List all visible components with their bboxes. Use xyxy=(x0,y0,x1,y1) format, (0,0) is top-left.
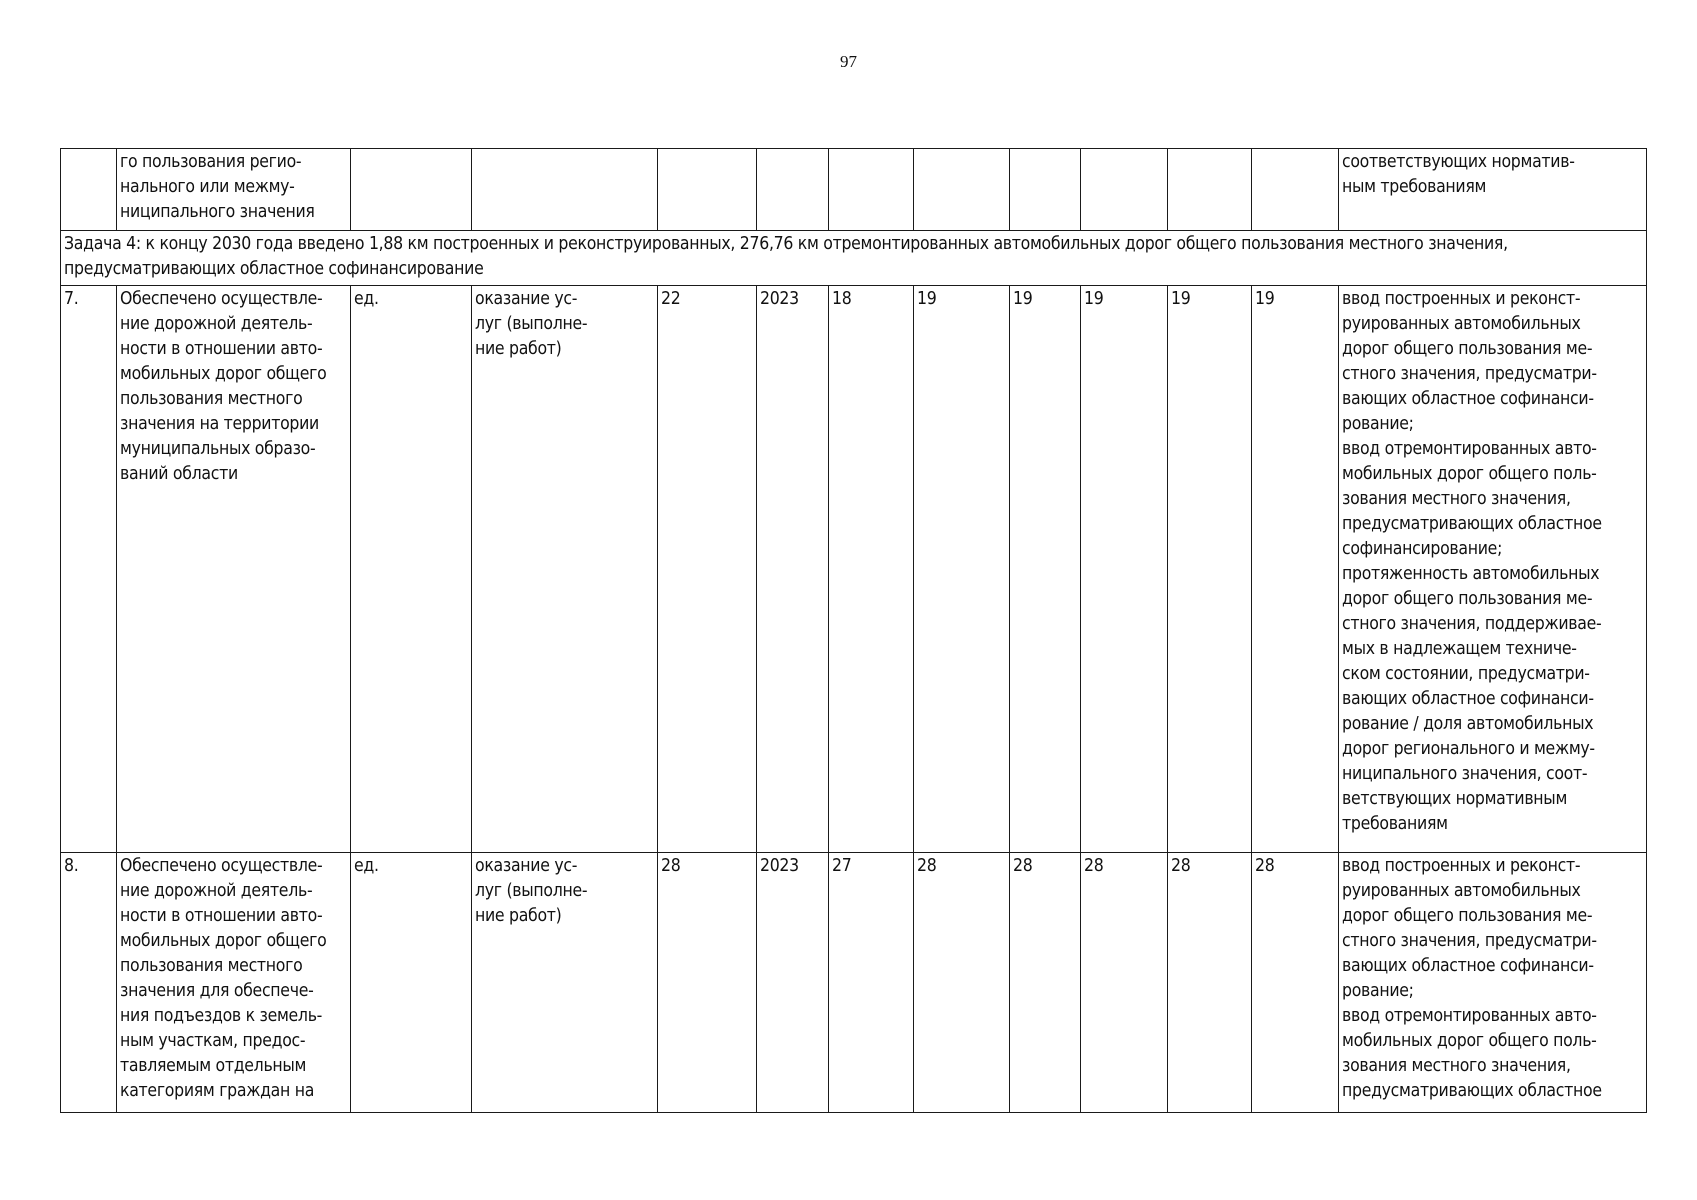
note-cell xyxy=(1339,149,1647,231)
note-line: дорог общего пользования ме- xyxy=(1342,339,1593,359)
type-line: оказание ус- xyxy=(475,856,578,876)
note-line: мых в надлежащем техниче- xyxy=(1342,639,1577,659)
task-heading: Задача 4: к концу 2030 года введено 1,88 км построенных и реконструированных, 276,76 км отремонтированных автомобильных дорог общего пользования местного значения, предусматривающих областное софинансирование xyxy=(61,231,1647,286)
note-line: предусматривающих областное xyxy=(1342,514,1602,534)
value-cell: 18 xyxy=(829,286,914,853)
indicators-table xyxy=(60,148,1647,1113)
note-line: ском состоянии, предусматри- xyxy=(1342,664,1590,684)
note-line: дорог общего пользования ме- xyxy=(1342,906,1593,926)
num-cell xyxy=(61,149,117,231)
name-line: Обеспечено осуществле- xyxy=(120,289,323,309)
unit-cell xyxy=(351,149,472,231)
type-line: луг (выполне- xyxy=(475,314,588,334)
note-line: ветствующих нормативным xyxy=(1342,789,1568,809)
note-line: рование / доля автомобильных xyxy=(1342,714,1594,734)
base-year-cell: 2023 xyxy=(757,286,829,853)
note-line: ввод построенных и реконст- xyxy=(1342,856,1581,876)
base-year-cell xyxy=(757,149,829,231)
note-line: вающих областное софинанси- xyxy=(1342,689,1594,709)
note-line: вающих областное софинанси- xyxy=(1342,389,1594,409)
type-cell xyxy=(472,149,658,231)
note-line: ным требованиям xyxy=(1342,177,1487,197)
value-cell xyxy=(914,149,1010,231)
note-line: рование; xyxy=(1342,414,1414,434)
name-line: мобильных дорог общего xyxy=(120,364,327,384)
note-line: руированных автомобильных xyxy=(1342,881,1581,901)
value-cell: 28 xyxy=(1010,853,1081,1113)
value-cell: 28 xyxy=(1252,853,1339,1113)
type-cell xyxy=(472,853,658,1113)
note-line: зования местного значения, xyxy=(1342,1056,1571,1076)
name-line: ние дорожной деятель- xyxy=(120,881,313,901)
value-cell: 27 xyxy=(829,853,914,1113)
name-line: ния подъездов к земель- xyxy=(120,1006,323,1026)
note-line: протяженность автомобильных xyxy=(1342,564,1600,584)
note-line: зования местного значения, xyxy=(1342,489,1571,509)
name-line: мобильных дорог общего xyxy=(120,931,327,951)
note-line: соответствующих норматив- xyxy=(1342,152,1575,172)
name-line: категориям граждан на xyxy=(120,1081,315,1101)
value-cell: 28 xyxy=(1168,853,1252,1113)
name-line: ности в отношении авто- xyxy=(120,906,323,926)
note-line: стного значения, поддерживае- xyxy=(1342,614,1602,634)
note-line: вающих областное софинанси- xyxy=(1342,956,1594,976)
row-number: 8. xyxy=(61,853,117,1113)
task-row xyxy=(61,231,1647,286)
note-line: ниципального значения, соот- xyxy=(1342,764,1588,784)
value-cell xyxy=(1010,149,1081,231)
value-cell: 28 xyxy=(914,853,1010,1113)
name-line: пользования местного xyxy=(120,389,303,409)
base-value-cell: 22 xyxy=(658,286,757,853)
type-line: ние работ) xyxy=(475,906,562,926)
note-line: предусматривающих областное xyxy=(1342,1081,1602,1101)
note-line: ввод построенных и реконст- xyxy=(1342,289,1581,309)
name-cell xyxy=(117,149,351,231)
value-cell: 19 xyxy=(1081,286,1168,853)
name-line: нального или межму- xyxy=(120,177,295,197)
note-cell xyxy=(1339,853,1647,1113)
note-line: рование; xyxy=(1342,981,1414,1001)
note-line: руированных автомобильных xyxy=(1342,314,1581,334)
value-cell: 19 xyxy=(1010,286,1081,853)
type-line: луг (выполне- xyxy=(475,881,588,901)
row-number: 7. xyxy=(61,286,117,853)
note-line: ввод отремонтированных авто- xyxy=(1342,439,1597,459)
value-cell xyxy=(1081,149,1168,231)
name-line: муниципальных образо- xyxy=(120,439,316,459)
continuation-row xyxy=(61,149,1647,231)
type-line: оказание ус- xyxy=(475,289,578,309)
value-cell xyxy=(829,149,914,231)
table-row xyxy=(61,853,1647,1113)
note-line: дорог общего пользования ме- xyxy=(1342,589,1593,609)
name-line: ным участкам, предос- xyxy=(120,1031,306,1051)
base-value-cell: 28 xyxy=(658,853,757,1113)
note-line: мобильных дорог общего поль- xyxy=(1342,1031,1597,1051)
name-line: значения для обеспече- xyxy=(120,981,314,1001)
note-line: софинансирование; xyxy=(1342,539,1503,559)
unit-cell: ед. xyxy=(351,286,472,853)
name-line: ниципального значения xyxy=(120,202,315,222)
note-line: стного значения, предусматри- xyxy=(1342,364,1597,384)
note-line: ввод отремонтированных авто- xyxy=(1342,1006,1597,1026)
name-line: Обеспечено осуществле- xyxy=(120,856,323,876)
name-line: значения на территории xyxy=(120,414,319,434)
base-value-cell xyxy=(658,149,757,231)
name-line: ние дорожной деятель- xyxy=(120,314,313,334)
note-line: требованиям xyxy=(1342,814,1448,834)
type-line: ние работ) xyxy=(475,339,562,359)
value-cell xyxy=(1168,149,1252,231)
note-line: дорог регионального и межму- xyxy=(1342,739,1595,759)
type-cell xyxy=(472,286,658,853)
name-line: ваний области xyxy=(120,464,238,484)
value-cell: 19 xyxy=(1252,286,1339,853)
value-cell: 28 xyxy=(1081,853,1168,1113)
name-cell xyxy=(117,286,351,853)
name-cell xyxy=(117,853,351,1113)
value-cell: 19 xyxy=(1168,286,1252,853)
name-line: тавляемым отдельным xyxy=(120,1056,307,1076)
value-cell xyxy=(1252,149,1339,231)
note-cell xyxy=(1339,286,1647,853)
name-line: ности в отношении авто- xyxy=(120,339,323,359)
table-row xyxy=(61,286,1647,853)
base-year-cell: 2023 xyxy=(757,853,829,1113)
page-number: 97 xyxy=(840,52,857,71)
unit-cell: ед. xyxy=(351,853,472,1113)
name-line: пользования местного xyxy=(120,956,303,976)
value-cell: 19 xyxy=(914,286,1010,853)
note-line: мобильных дорог общего поль- xyxy=(1342,464,1597,484)
name-line: го пользования регио- xyxy=(120,152,302,172)
note-line: стного значения, предусматри- xyxy=(1342,931,1597,951)
